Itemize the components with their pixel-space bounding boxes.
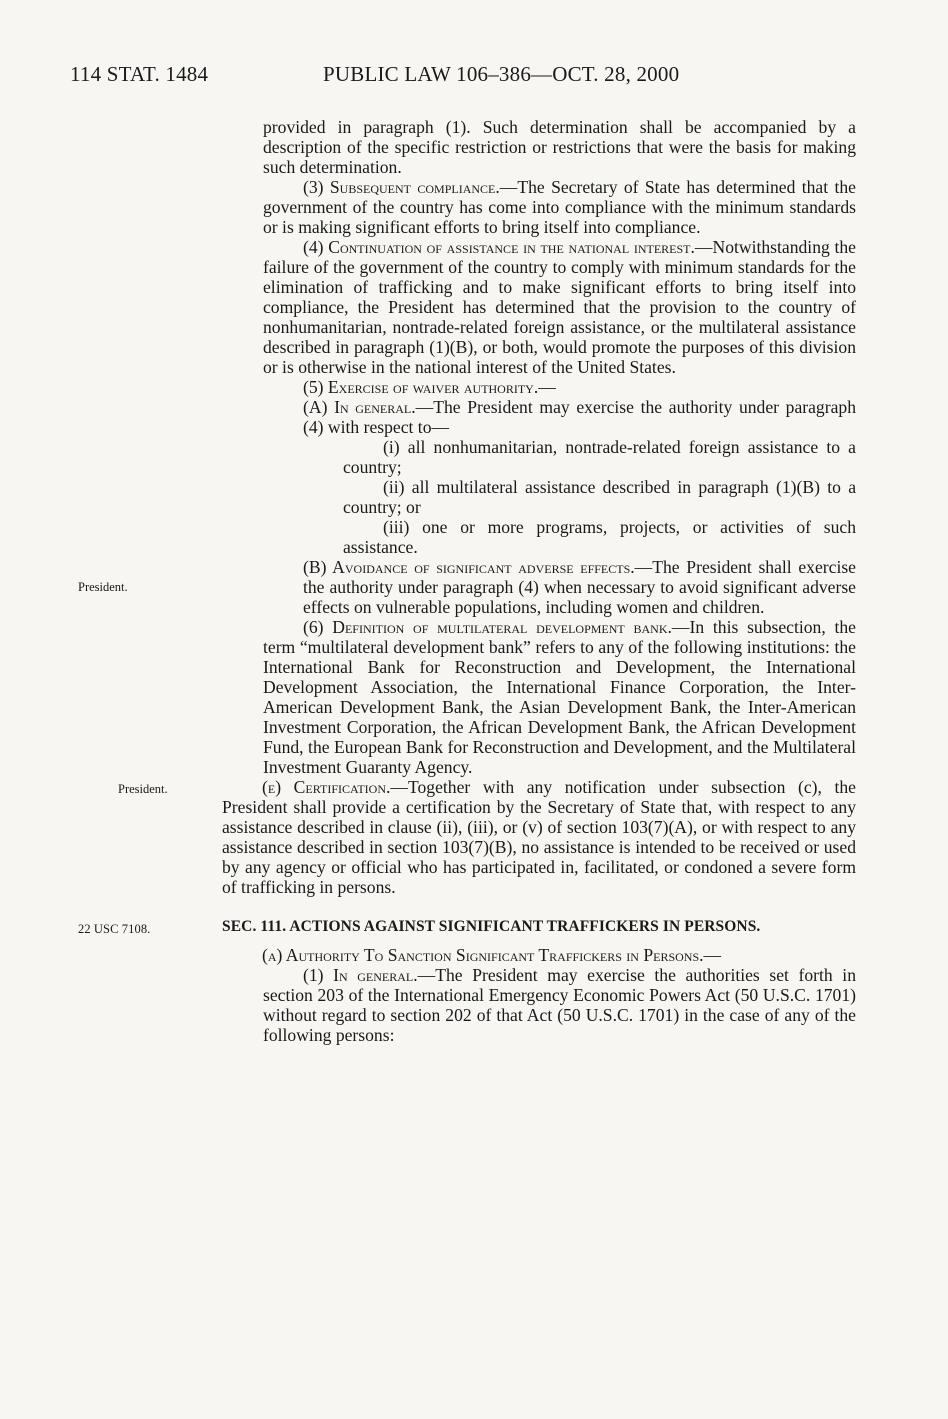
paragraph-3-label: (3) Subsequent compliance. (303, 177, 500, 197)
paragraph-5 (263, 377, 856, 397)
paragraph-e (118, 777, 856, 897)
paragraph-5-text: — (538, 377, 556, 397)
paragraph-4 (263, 237, 856, 377)
paragraph-3-text: —The Secretary of State has determined that the government of the country has come into compliance with the minimum standards or is making significant efforts to bring itself into compliance. (263, 177, 856, 237)
paragraph-5a (303, 397, 856, 437)
paragraph-e-label: (e) Certification. (262, 777, 391, 797)
paragraph-6-text: —In this subsection, the term “multilateral development bank” refers to any of the following institutions: the International Bank for Reconstruction and Development, the International Development Association, the International Finance Corporation, the Inter-American Development Bank, the Asian Development Bank, the Inter-American Investment Corporation, the African Development Bank, the African Development Fund, the European Bank for Reconstruction and Development, and the Multilateral Investment Guaranty Agency. (263, 617, 856, 777)
margin-note-president-2: President. (118, 782, 168, 796)
stat-reference: 114 STAT. 1484 (70, 62, 209, 86)
paragraph-3 (263, 177, 856, 237)
paragraph-5b-label: (B) Avoidance of significant adverse effects. (303, 557, 635, 577)
paragraph-a1-label: (1) In general. (303, 965, 418, 985)
page-header (0, 62, 948, 88)
paragraph-a (222, 945, 856, 965)
paragraph-6 (263, 617, 856, 777)
section-111-title: SEC. 111. ACTIONS AGAINST SIGNIFICANT TRAFFICKERS IN PERSONS. (222, 918, 761, 935)
clause-ii: (ii) all multilateral assistance described in paragraph (1)(B) to a country; or (343, 477, 856, 517)
paragraph-5-label: (5) Exercise of waiver authority. (303, 377, 539, 397)
paragraph-a1-text: —The President may exercise the authorities set forth in section 203 of the International Emergency Economic Powers Act (50 U.S.C. 1701) without regard to section 202 of that Act (50 U.S.C. 1701) in the case of any of the following persons: (263, 965, 856, 1045)
page-body (0, 117, 948, 1045)
paragraph-4-text: —Notwithstanding the failure of the government of the country to comply with minimum standards for the elimination of trafficking and to make significant efforts to bring itself into compliance, the President has determined that the provision to the country of nonhumanitarian, nontrade-related foreign assistance, or the multilateral assistance described in paragraph (1)(B), or both, would promote the purposes of this division or is otherwise in the national interest of the United States. (263, 237, 856, 377)
section-111-heading (78, 917, 856, 937)
paragraph-5a-label: (A) In general. (303, 397, 416, 417)
paragraph-6-label: (6) Definition of multilateral development bank. (303, 617, 672, 637)
clause-i: (i) all nonhumanitarian, nontrade-related foreign assistance to a country; (343, 437, 856, 477)
paragraph-a1 (263, 965, 856, 1045)
paragraph-5a-text: —The President may exercise the authority under paragraph (4) with respect to— (303, 397, 856, 437)
paragraph-a-label: (a) Authority To Sanction Significant Traffickers in Persons. (262, 945, 704, 965)
clause-iii: (iii) one or more programs, projects, or activities of such assistance. (343, 517, 856, 557)
paragraph-4-label: (4) Continuation of assistance in the national interest. (303, 237, 695, 257)
margin-note-usc: 22 USC 7108. (78, 922, 151, 936)
paragraph-e-text: —Together with any notification under subsection (c), the President shall provide a certification by the Secretary of State that, with respect to any assistance described in clause (ii), (iii), or (v) of section 103(7)(A), or with respect to any assistance described in section 103(7)(B), no assistance is intended to be received or used by any agency or official who has participated in, facilitated, or condoned a severe form of trafficking in persons. (222, 777, 856, 897)
law-title: PUBLIC LAW 106–386—OCT. 28, 2000 (323, 62, 680, 86)
margin-note-president-1: President. (78, 580, 128, 594)
paragraph-continued: provided in paragraph (1). Such determination shall be accompanied by a description of the specific restriction or restrictions that were the basis for making such determination. (263, 117, 856, 177)
paragraph-5b (78, 557, 856, 617)
paragraph-5b-text: —The President shall exercise the authority under paragraph (4) when necessary to avoid significant adverse effects on vulnerable populations, including women and children. (303, 557, 856, 617)
paragraph-a-text: — (703, 945, 722, 965)
